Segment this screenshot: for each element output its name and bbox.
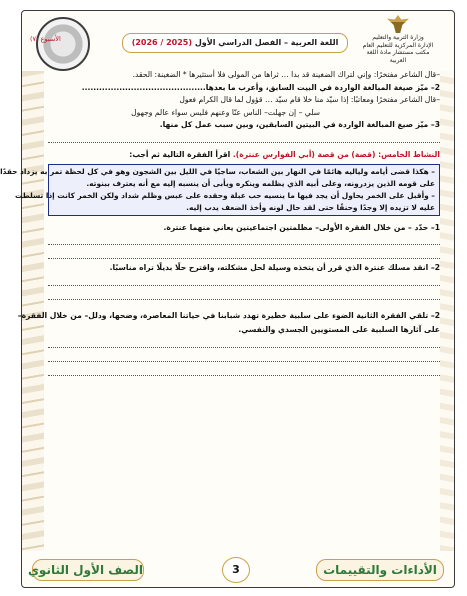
eagle-emblem-icon [387, 15, 409, 33]
ministry-line-4: مكتب مستشار مادة اللغة العربية [366, 49, 430, 64]
passage-line-1: – هكذا قضى أيامه ولياليه هائمًا في النهار بين الشعاب، ساجيًا في الليل بين الشجون وهو في كل لحظة تمر به يزداد حقدًا [0, 166, 435, 176]
passage-line-2: على قومه الذين يزدرونه، وعلى أبيه الذي يظلمه وينكره ويأبى أن ينسبه إليه مع أنه يعترف ببنوته. [86, 178, 435, 188]
question-1: 1– حدّد – من خلال الفقرة الأولى– مظلمتين اجتماعيتين يعاني منهما عنترة. [163, 222, 440, 232]
question-mubalagha-2: 3– ميّز صيغ المبالغة الواردة في البيتين السابقين، وبين سبب عمل كل منها. [159, 120, 440, 130]
school-year: (2025 / 2026) [131, 38, 193, 47]
answer-line[interactable] [48, 248, 440, 259]
ministry-line-1: وزارة التربية والتعليم [372, 34, 424, 41]
question-3-line-2: على آثارها السلبية على المستويين الجسدي والنفسي. [238, 325, 440, 335]
poem-line-1: –قال الشاعر مفتخرًا: وإني لتراك الضغينة قد بدا … ثراها من المولى فلا أستثيرها * الضغينة: الحقد. [132, 70, 440, 79]
passage-line-3: – وأقبل على الخمر يحاول أن يجد فيها ما ينسيه حب عبلة وحقده على عبس وظلم شداد ولكن الخمر كانت إذا تسلطت [14, 190, 435, 200]
poem-line-3: سلي – إن جهلت– الناس عنّا وعنهم فليس سواء عالم وجهول [131, 107, 320, 117]
subject-title: اللغة العربية – الفصل الدراسي الأول [194, 38, 339, 47]
calligraphy-border-right [440, 71, 454, 551]
question-2: 2– انقد مسلك عنترة الذي قرر أن يتخذه وسيلة لحل مشكلته، واقترح حلًا بديلًا تراه مناسبًا. [109, 263, 440, 273]
poem-line-2: –قال الشاعر مفتخرًا ومعاتبًا: إذا سيّد منا خلا قام سيّد … قؤول لما قال الكرام فعول [179, 95, 440, 105]
ministry-line-3: الإدارة المركزية للتعليم العام [362, 41, 434, 49]
answer-line[interactable] [48, 365, 440, 376]
answer-line[interactable] [48, 337, 440, 348]
page-header [30, 15, 446, 67]
page-number: 3 [222, 557, 250, 583]
answer-line[interactable] [48, 275, 440, 286]
week-label: الأسبوع (٧) [30, 35, 61, 43]
footer-performances-label: الأداءات والتقييمات [316, 559, 444, 581]
passage-line-4: عليه لا تزيده إلا وجدًا وحنقًا حتى لقد حال لونه وأخذ الضعف يدب إليه. [186, 202, 435, 212]
answer-line[interactable] [48, 351, 440, 362]
page-footer [22, 557, 454, 587]
subject-title-bar [122, 33, 348, 53]
question-mubalagha-1: 2– ميّز صيغة المبالغة الواردة في البيت السابق، وأعرب ما بعدها........................................... [81, 82, 440, 92]
answer-line[interactable] [48, 289, 440, 300]
activity-title-red: النشاط الخامس: (قصة) من قصة (أبي الفوارس عنترة). [232, 149, 440, 159]
story-passage-box [0, 164, 440, 216]
worksheet-content [0, 69, 440, 379]
answer-line[interactable] [48, 234, 440, 245]
footer-grade-label: الصف الأول الثانوي [32, 559, 144, 581]
answer-line[interactable] [48, 132, 440, 143]
activity-title-instruction: اقرأ الفقرة التالية ثم أجب: [129, 149, 233, 159]
activity-title [48, 149, 440, 162]
worksheet-page [0, 10, 455, 588]
ministry-logo [358, 15, 438, 64]
ministry-seal-icon [36, 17, 90, 71]
question-3-line-1: 2– تلقي الفقرة الثانية الضوء على سلبية خطيرة تهدد شبابنا في حياتنا المعاصرة، وضحها، ودلل– من خلال الفقرة– [17, 310, 440, 320]
